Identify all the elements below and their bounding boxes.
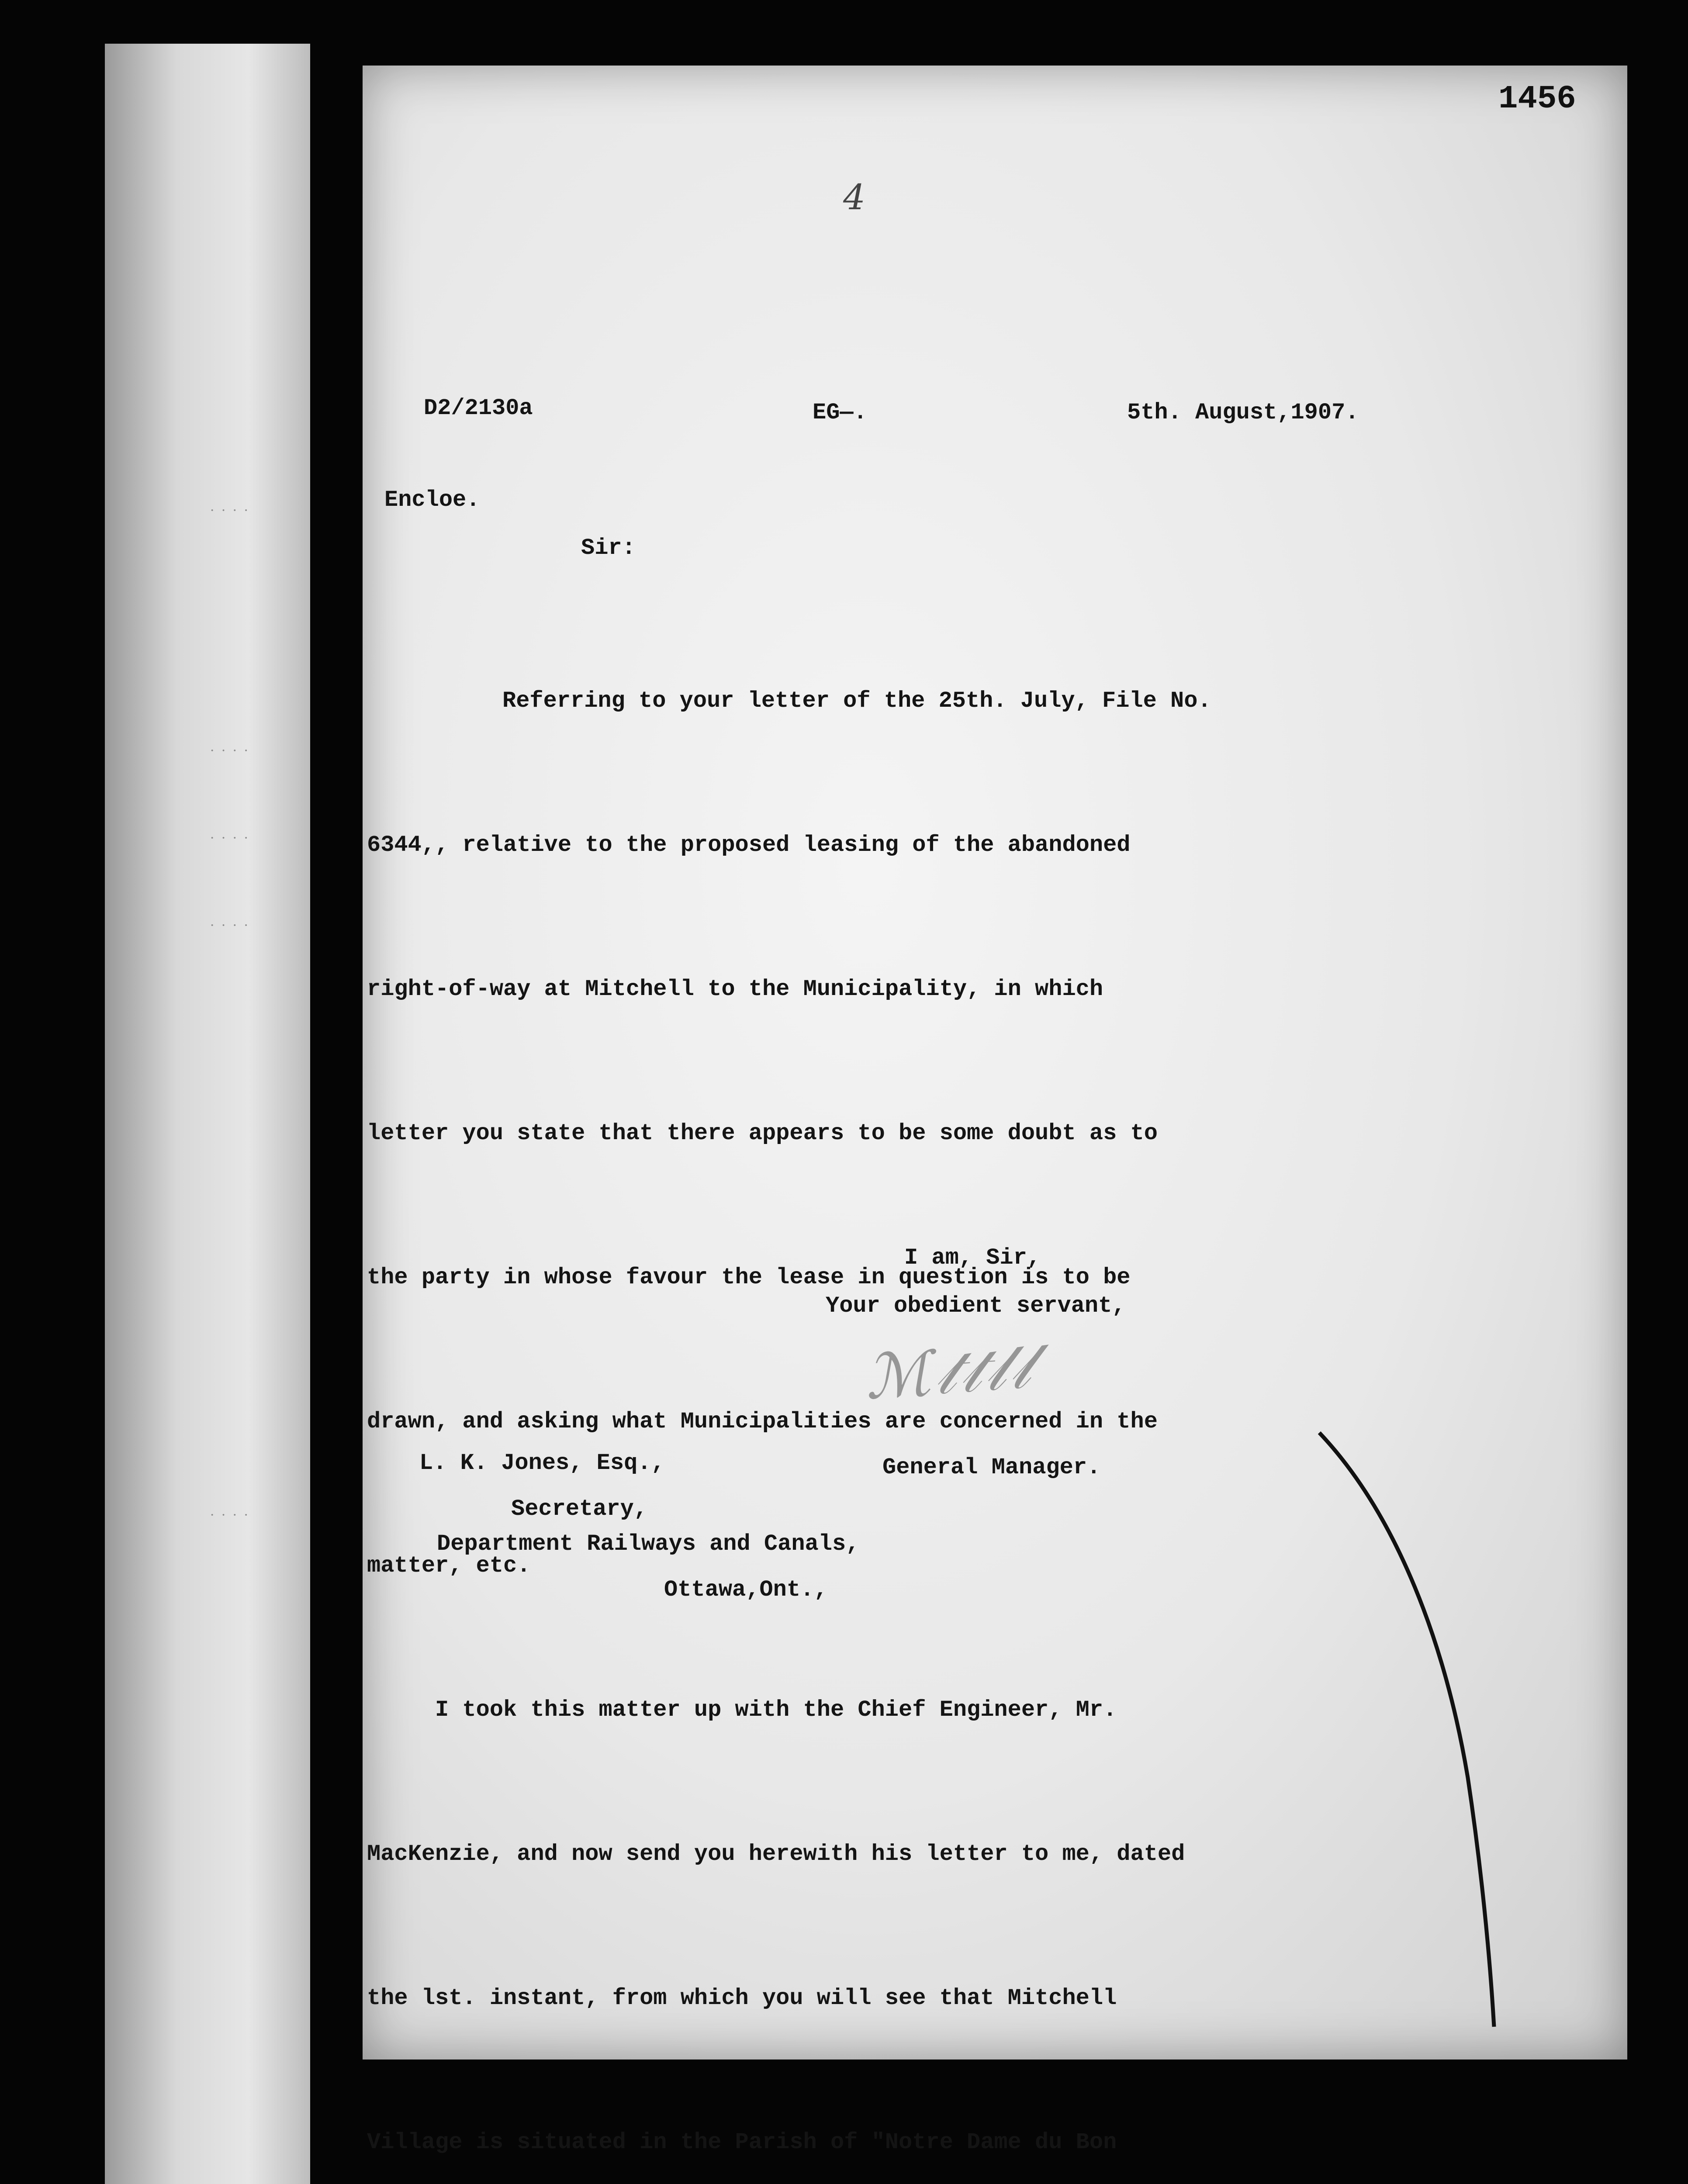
closing-line-2: Your obedient servant,: [826, 1293, 1126, 1319]
salutation: Sir:: [581, 535, 636, 561]
body-line: I took this matter up with the Chief Engineer, Mr.: [367, 1697, 1117, 1723]
letter-body: [367, 581, 1212, 2184]
addressee-name: L. K. Jones, Esq.,: [419, 1450, 665, 1476]
body-line: letter you state that there appears to be some doubt as to: [367, 1120, 1158, 1146]
page-number: 1456: [1498, 81, 1576, 117]
body-line: drawn, and asking what Municipalities are concerned in the: [367, 1409, 1158, 1434]
body-line: matter, etc.: [367, 1553, 531, 1579]
body-line: Referring to your letter of the 25th. July, File No.: [502, 688, 1211, 714]
reference-number: D2/2130a: [424, 395, 533, 421]
addressee-city: Ottawa,Ont.,: [664, 1577, 828, 1603]
letter-date: 5th. August,1907.: [1127, 400, 1359, 425]
addressee-department: Department Railways and Canals,: [437, 1531, 860, 1557]
body-line: 6344,, relative to the proposed leasing of the abandoned: [367, 832, 1131, 858]
body-line: the lst. instant, from which you will see that Mitchell: [367, 1985, 1117, 2011]
facing-page-edge-text: · · · ·: [210, 917, 250, 933]
addressee-title: Secretary,: [511, 1496, 648, 1522]
pen-stroke-mark: [1302, 1428, 1564, 2031]
initials: EG—.: [813, 400, 867, 425]
closing-line-1: I am, Sir,: [904, 1245, 1041, 1271]
handwritten-signature: ℳ𝓉𝓉𝓁𝓁: [862, 1330, 1037, 1414]
facing-page: [105, 44, 310, 2184]
facing-page-edge-text: · · · ·: [210, 502, 250, 518]
body-line: Village is situated in the Parish of "Notre Dame du Bon: [367, 2129, 1117, 2155]
enclosure-note: Encloe.: [384, 487, 480, 513]
facing-page-edge-text: · · · ·: [210, 743, 250, 759]
facing-page-edge-text: · · · ·: [210, 830, 250, 846]
folio-mark: 4: [843, 177, 865, 218]
facing-page-edge-text: · · · ·: [210, 1507, 250, 1523]
body-line: the party in whose favour the lease in question is to be: [367, 1265, 1131, 1290]
body-line: right-of-way at Mitchell to the Municipality, in which: [367, 976, 1103, 1002]
body-line: MacKenzie, and now send you herewith his letter to me, dated: [367, 1841, 1185, 1867]
signer-title: General Manager.: [882, 1455, 1101, 1480]
